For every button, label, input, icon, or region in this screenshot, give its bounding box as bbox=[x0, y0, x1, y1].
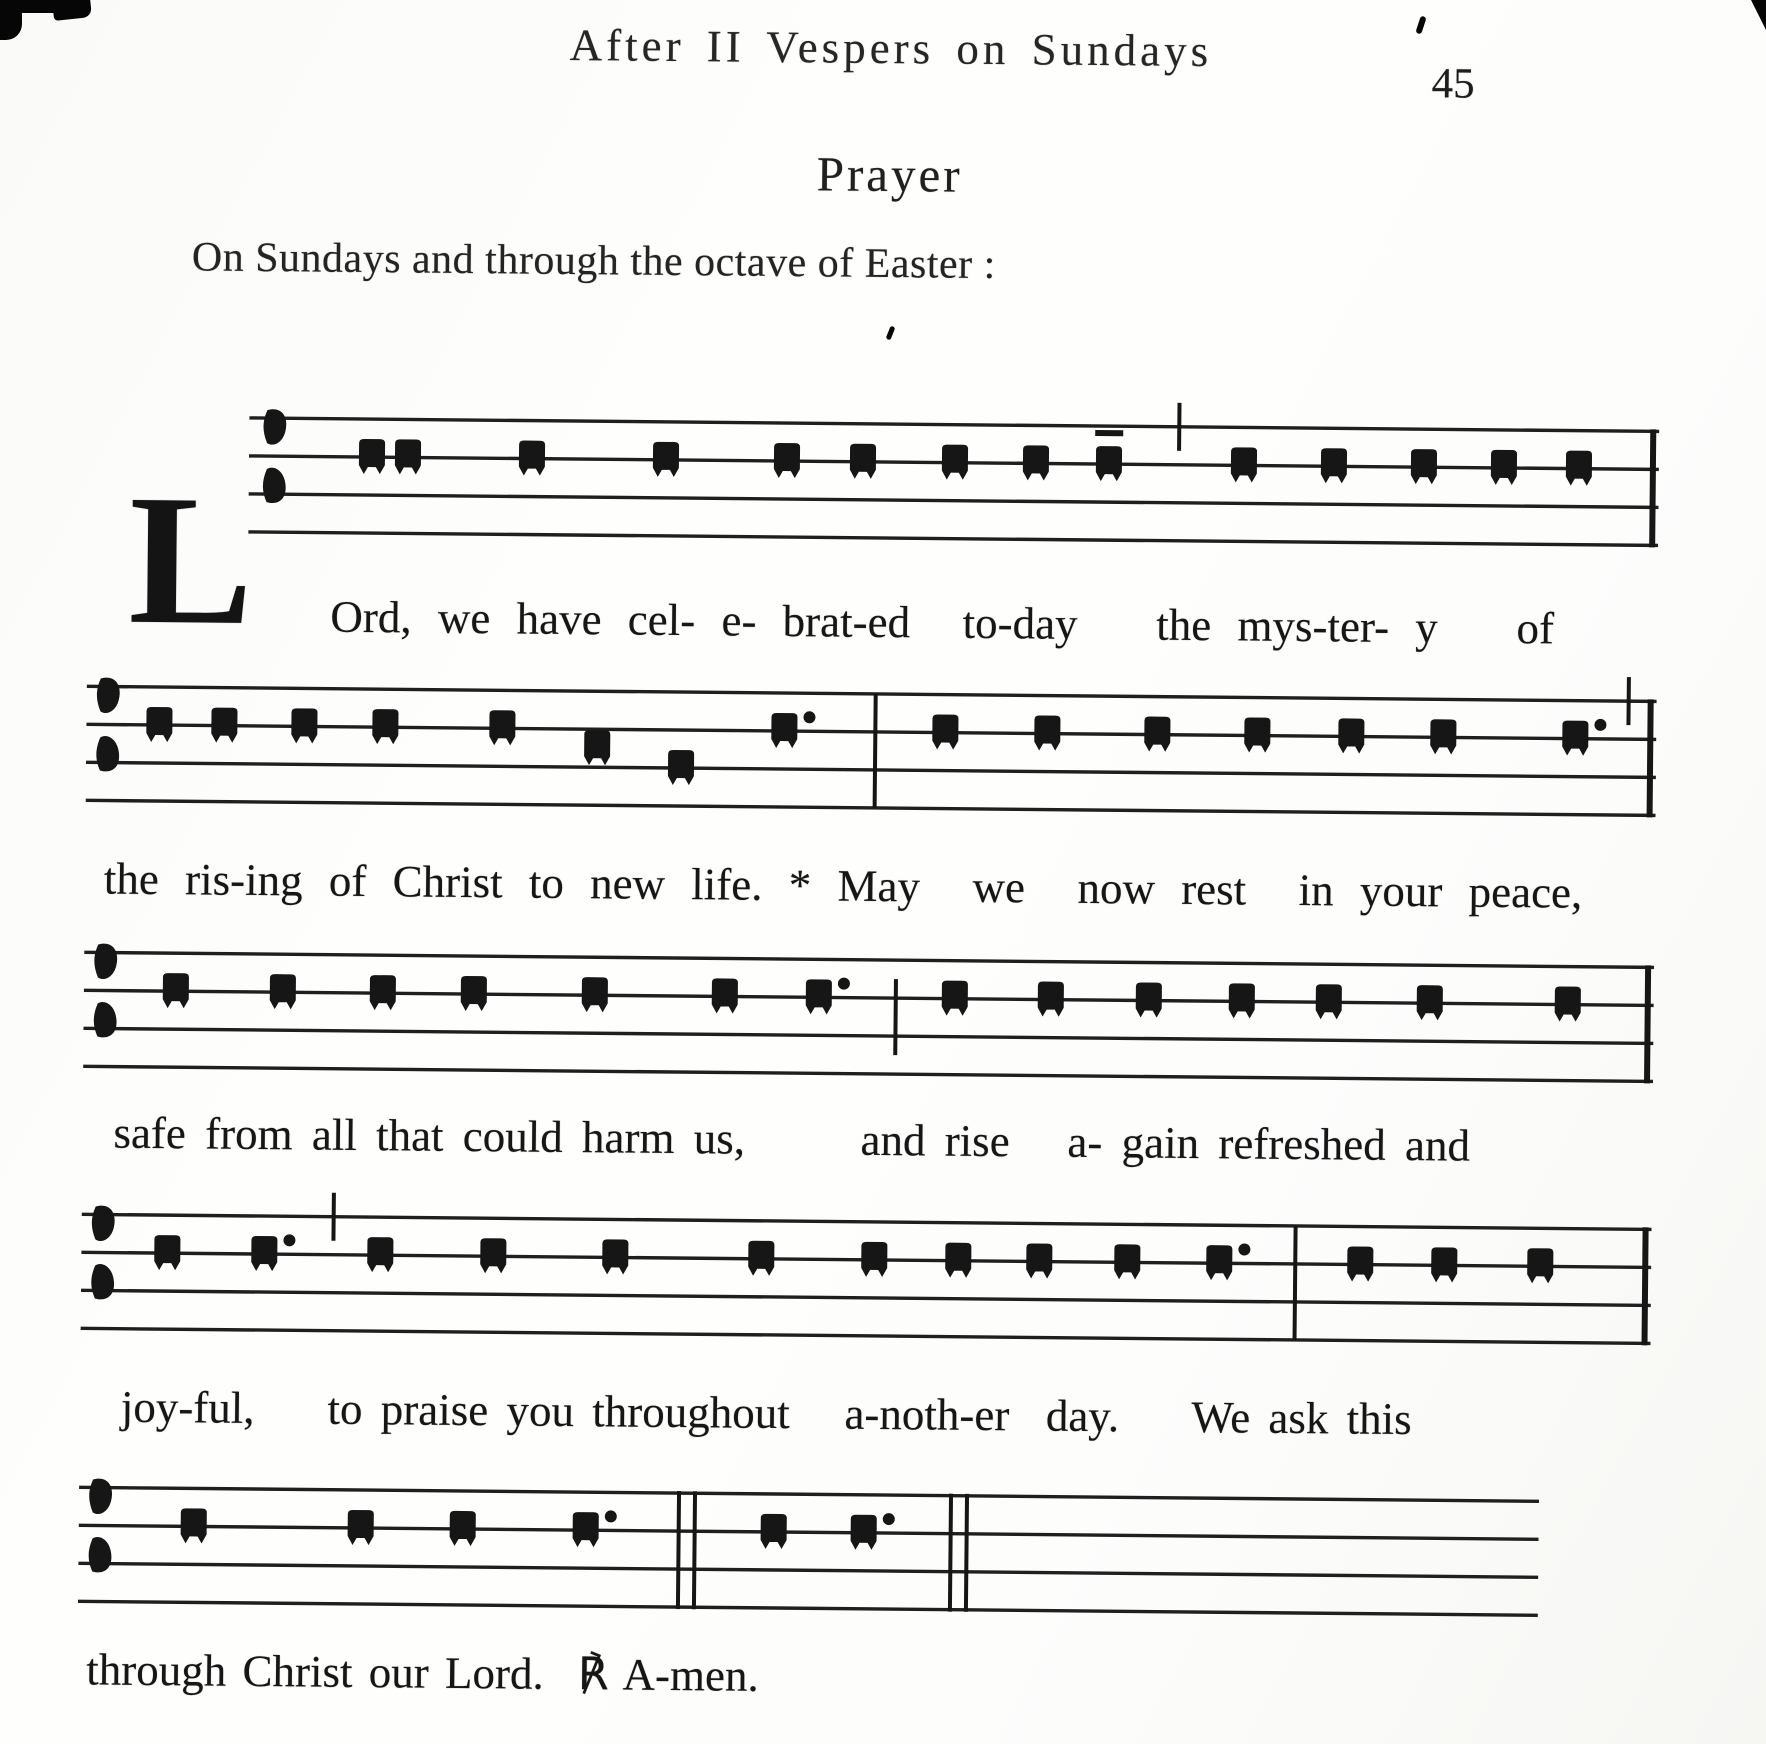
lyric-line-3: safe from all that could harm us, and rise a- gain refreshed and bbox=[113, 1107, 1471, 1171]
punctum-note bbox=[270, 974, 296, 1009]
punctum-note bbox=[760, 1514, 786, 1549]
punctum-note bbox=[395, 439, 421, 474]
staff-line bbox=[81, 1290, 1651, 1305]
mora-dot bbox=[1594, 719, 1606, 731]
double-bar bbox=[678, 1491, 679, 1609]
punctum-note bbox=[932, 714, 958, 749]
punctum-note bbox=[771, 713, 797, 748]
punctum-note bbox=[1026, 1243, 1052, 1278]
punctum-note bbox=[1338, 718, 1364, 753]
staff-line bbox=[83, 1028, 1653, 1043]
full-bar bbox=[875, 694, 876, 808]
mora-dot bbox=[803, 711, 815, 723]
punctum-note bbox=[1411, 449, 1437, 484]
staff-line bbox=[79, 1487, 1539, 1501]
chant-staff-5 bbox=[78, 1457, 1540, 1641]
punctum-note bbox=[1316, 984, 1342, 1019]
punctum-note bbox=[1417, 985, 1443, 1020]
punctum-note bbox=[480, 1238, 506, 1273]
staff-line bbox=[78, 1563, 1538, 1577]
staff-line bbox=[248, 532, 1658, 546]
running-header: After II Vespers on Sundays bbox=[569, 19, 1213, 77]
lyric-line-4: joy-ful, to praise you throughout a-noth-er day. We ask this bbox=[120, 1381, 1412, 1445]
punctum-note bbox=[945, 1243, 971, 1278]
punctum-note bbox=[1244, 717, 1270, 752]
episema-mark bbox=[1095, 430, 1123, 436]
double-bar bbox=[694, 1491, 695, 1609]
page-title: Prayer bbox=[816, 146, 963, 203]
punctum-note bbox=[1347, 1246, 1373, 1281]
punctum-note bbox=[1229, 983, 1255, 1018]
staff-line bbox=[86, 724, 1656, 739]
staff-line bbox=[86, 762, 1656, 777]
closing-line bbox=[86, 1642, 759, 1701]
punctum-note bbox=[1491, 450, 1517, 485]
punctum-note bbox=[1566, 451, 1592, 486]
lyric-line-1: Ord, we have cel- e- brat-ed to-day the mys-ter- y of bbox=[330, 591, 1555, 654]
mora-dot bbox=[838, 978, 850, 990]
punctum-note bbox=[806, 979, 832, 1014]
punctum-note bbox=[372, 709, 398, 744]
end-bar bbox=[1644, 1227, 1645, 1345]
full-bar bbox=[1295, 1226, 1296, 1340]
punctum-note bbox=[712, 978, 738, 1013]
punctum-note bbox=[582, 977, 608, 1012]
punctum-note bbox=[1038, 981, 1064, 1016]
rubric: On Sundays and through the octave of Easter : bbox=[191, 234, 997, 289]
punctum-note bbox=[1231, 447, 1257, 482]
staff-line bbox=[249, 494, 1659, 508]
punctum-note bbox=[370, 975, 396, 1010]
punctum-note bbox=[154, 1235, 180, 1270]
punctum-note bbox=[584, 730, 610, 765]
staff-line bbox=[249, 418, 1659, 432]
double-bar bbox=[950, 1494, 951, 1612]
punctum-note bbox=[211, 708, 237, 743]
punctum-note bbox=[489, 710, 515, 745]
chant-staff-3 bbox=[83, 922, 1655, 1107]
punctum-note bbox=[461, 976, 487, 1011]
staff-line bbox=[78, 1601, 1538, 1615]
punctum-note bbox=[291, 708, 317, 743]
punctum-note bbox=[942, 445, 968, 480]
punctum-note bbox=[850, 444, 876, 479]
lyric-line-2: the ris-ing of Christ to new life. * May we now rest in your peace, bbox=[103, 853, 1583, 918]
punctum-note bbox=[251, 1236, 277, 1271]
staff-line bbox=[83, 1066, 1653, 1081]
punctum-note bbox=[1206, 1245, 1232, 1280]
staff-line bbox=[79, 1525, 1539, 1539]
punctum-note bbox=[850, 1515, 876, 1550]
punctum-note bbox=[1430, 719, 1456, 754]
punctum-note bbox=[774, 443, 800, 478]
punctum-note bbox=[668, 750, 694, 785]
half-bar bbox=[895, 979, 896, 1055]
punctum-note bbox=[1023, 445, 1049, 480]
punctum-note bbox=[573, 1512, 599, 1547]
staff-line bbox=[84, 952, 1654, 967]
drop-cap: L bbox=[127, 456, 255, 664]
response-symbol: ℟ bbox=[577, 1647, 609, 1701]
punctum-note bbox=[1136, 982, 1162, 1017]
punctum-note bbox=[181, 1508, 207, 1543]
punctum-note bbox=[1096, 446, 1122, 481]
staff-line bbox=[81, 1328, 1651, 1343]
punctum-note bbox=[367, 1237, 393, 1272]
page-number: 45 bbox=[1431, 60, 1475, 108]
closing-text: through Christ our Lord. bbox=[86, 1644, 544, 1699]
punctum-note bbox=[163, 973, 189, 1008]
staff-line bbox=[87, 686, 1657, 701]
end-bar bbox=[1647, 965, 1648, 1083]
punctum-note bbox=[861, 1242, 887, 1277]
punctum-note bbox=[1527, 1248, 1553, 1283]
punctum-note bbox=[653, 442, 679, 477]
punctum-note bbox=[1431, 1247, 1457, 1282]
end-bar bbox=[1650, 699, 1651, 817]
punctum-note bbox=[1555, 986, 1581, 1021]
mora-dot bbox=[883, 1513, 895, 1525]
chant-staff-1 bbox=[248, 388, 1660, 572]
punctum-note bbox=[1144, 717, 1170, 752]
punctum-note bbox=[748, 1241, 774, 1276]
mora-dot bbox=[605, 1510, 617, 1522]
punctum-note bbox=[1562, 721, 1588, 756]
punctum-note bbox=[450, 1511, 476, 1546]
chant-staff-2 bbox=[85, 656, 1657, 841]
punctum-note bbox=[359, 439, 385, 474]
mora-dot bbox=[283, 1234, 295, 1246]
response-text: A-men. bbox=[622, 1649, 760, 1701]
mora-dot bbox=[1238, 1243, 1250, 1255]
double-bar bbox=[966, 1494, 967, 1612]
staff-line bbox=[82, 1214, 1652, 1229]
punctum-note bbox=[602, 1239, 628, 1274]
punctum-note bbox=[348, 1510, 374, 1545]
punctum-note bbox=[1114, 1244, 1140, 1279]
punctum-note bbox=[1321, 448, 1347, 483]
punctum-note bbox=[942, 981, 968, 1016]
punctum-note bbox=[1034, 715, 1060, 750]
punctum-note bbox=[519, 440, 545, 475]
chant-staff-4 bbox=[80, 1184, 1652, 1369]
end-bar bbox=[1652, 429, 1653, 547]
punctum-note bbox=[146, 707, 172, 742]
staff-line bbox=[86, 800, 1656, 815]
